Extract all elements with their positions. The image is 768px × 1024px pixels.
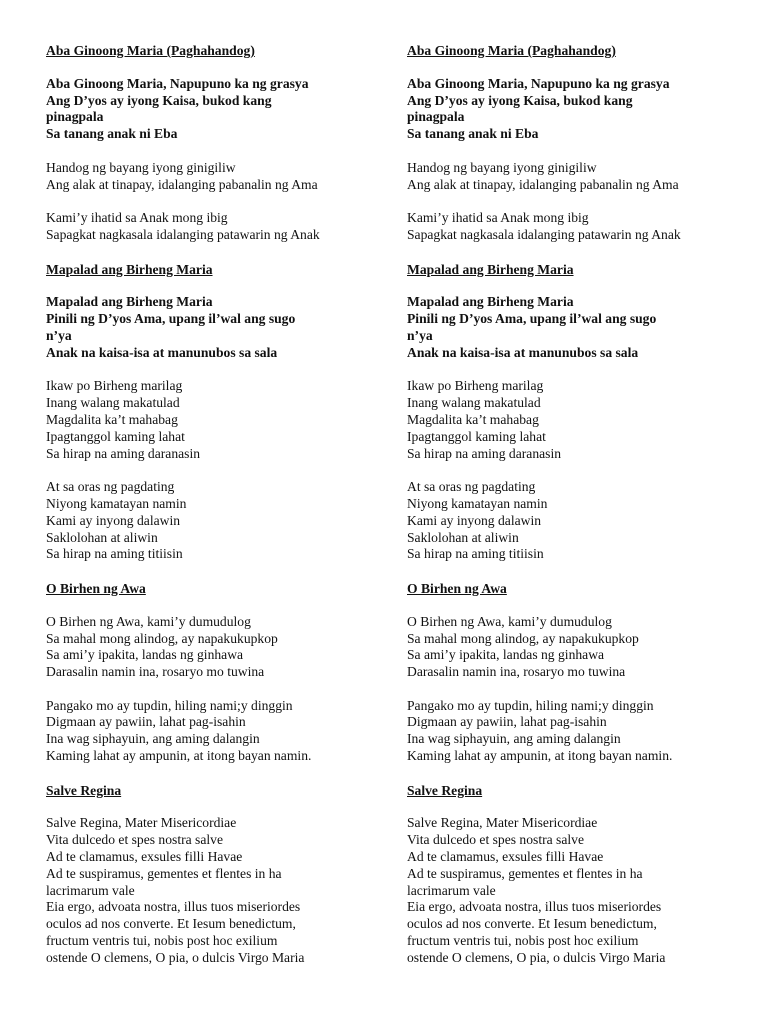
verse-line: Magdalita ka’t mahabag	[46, 411, 178, 427]
section-gap	[407, 563, 737, 580]
verse-line: Digmaan ay pawiin, lahat pag-isahin	[407, 714, 607, 730]
verse-line: Handog ng bayang iyong ginigiliw	[46, 159, 236, 175]
verse-line: Ad te clamamus, exsules filli Havae	[46, 849, 243, 865]
verse-line: Vita dulcedo et spes nostra salve	[46, 832, 223, 848]
verse-line: Ad te suspiramus, gementes et flentes in ha	[46, 865, 282, 881]
verse-line: Ipagtanggol kaming lahat	[46, 428, 185, 444]
verse-line: O Birhen ng Awa, kami’y dumudulog	[407, 613, 612, 629]
section-salve-regina	[46, 782, 376, 967]
verse-line: Darasalin namin ina, rosaryo mo tuwina	[407, 664, 626, 680]
stanza-gap	[407, 681, 737, 698]
verse-line: n’ya	[407, 327, 433, 343]
verse-line: lacrimarum vale	[407, 882, 496, 898]
verse-line: Inang walang makatulad	[407, 395, 541, 411]
left-column	[46, 42, 376, 967]
verse-line: Ina wag siphayuin, ang aming dalangin	[407, 731, 621, 747]
verse-line: Kami ay inyong dalawin	[407, 512, 542, 528]
stanza	[407, 378, 737, 462]
stanza-gap	[46, 462, 376, 479]
verse-line: Pangako mo ay tupdin, hiling nami;y dinggin	[407, 697, 654, 713]
section-gap	[407, 765, 737, 782]
stanza	[407, 294, 737, 361]
right-column	[407, 42, 737, 967]
stanza-gap	[46, 362, 376, 379]
verse-line: Sa hirap na aming titiisin	[46, 546, 183, 562]
verse-line: Ang D’yos ay iyong Kaisa, bukod kang	[46, 92, 272, 108]
stanza-gap	[46, 799, 376, 816]
section-title: Aba Ginoong Maria (Paghahandog)	[407, 43, 616, 58]
stanza	[46, 210, 376, 244]
section-title: Mapalad ang Birheng Maria	[46, 261, 213, 277]
verse-line: Kaming lahat ay ampunin, at itong bayan namin.	[407, 748, 673, 764]
verse-line: Anak na kaisa-isa at manunubos sa sala	[46, 344, 278, 360]
verse-line: Pinili ng D’yos Ama, upang il’wal ang sugo	[46, 311, 296, 327]
stanza	[407, 815, 737, 966]
stanza-gap	[46, 143, 376, 160]
section-gap	[46, 244, 376, 261]
section-gap	[407, 244, 737, 261]
verse-line: Saklolohan at aliwin	[46, 529, 158, 545]
verse-line: ostende O clemens, O pia, o dulcis Virgo Maria	[46, 949, 305, 965]
section-title: O Birhen ng Awa	[46, 580, 146, 596]
verse-line: Kami ay inyong dalawin	[46, 512, 181, 528]
stanza-gap	[46, 193, 376, 210]
verse-line: Pinili ng D’yos Ama, upang il’wal ang sugo	[407, 311, 657, 327]
verse-line: Pangako mo ay tupdin, hiling nami;y dinggin	[46, 697, 293, 713]
verse-line: Ikaw po Birheng marilag	[407, 378, 544, 394]
section-gap	[46, 563, 376, 580]
stanza	[407, 479, 737, 563]
section-title: O Birhen ng Awa	[407, 580, 507, 596]
verse-line: Ipagtanggol kaming lahat	[407, 428, 546, 444]
verse-line: oculos ad nos converte. Et Iesum benedictum,	[407, 916, 657, 932]
verse-line: Ina wag siphayuin, ang aming dalangin	[46, 731, 260, 747]
stanza	[407, 614, 737, 681]
section-salve-regina	[407, 782, 737, 967]
verse-line: Saklolohan at aliwin	[407, 529, 519, 545]
stanza	[46, 479, 376, 563]
section-aba-ginoong-maria-paghahandog	[407, 42, 737, 261]
verse-line: Sa ami’y ipakita, landas ng ginhawa	[46, 647, 244, 663]
verse-line: oculos ad nos converte. Et Iesum benedictum,	[46, 916, 296, 932]
verse-line: Ikaw po Birheng marilag	[46, 378, 183, 394]
stanza-gap	[407, 143, 737, 160]
stanza-gap	[407, 597, 737, 614]
section-title: Salve Regina	[46, 782, 122, 798]
verse-line: Salve Regina, Mater Misericordiae	[407, 815, 598, 831]
verse-line: Aba Ginoong Maria, Napupuno ka ng grasya	[407, 75, 670, 91]
stanza-gap	[407, 462, 737, 479]
section-o-birhen-ng-awa	[407, 580, 737, 782]
verse-line: Magdalita ka’t mahabag	[407, 411, 539, 427]
stanza	[46, 160, 376, 194]
verse-line: n’ya	[46, 327, 72, 343]
verse-line: Sapagkat nagkasala idalanging patawarin ng Anak	[46, 226, 320, 242]
verse-line: Ad te suspiramus, gementes et flentes in ha	[407, 865, 643, 881]
verse-line: Sa tanang anak ni Eba	[407, 126, 539, 142]
verse-line: lacrimarum vale	[46, 882, 135, 898]
stanza	[407, 160, 737, 194]
verse-line: Digmaan ay pawiin, lahat pag-isahin	[46, 714, 246, 730]
verse-line: Sa tanang anak ni Eba	[46, 126, 178, 142]
verse-line: Eia ergo, advoata nostra, illus tuos miseriordes	[46, 899, 301, 915]
stanza	[407, 76, 737, 143]
stanza	[46, 815, 376, 966]
verse-line: Aba Ginoong Maria, Napupuno ka ng grasya	[46, 75, 309, 91]
verse-line: Sa ami’y ipakita, landas ng ginhawa	[407, 647, 605, 663]
verse-line: Sapagkat nagkasala idalanging patawarin ng Anak	[407, 226, 681, 242]
verse-line: Sa hirap na aming daranasin	[407, 445, 562, 461]
section-title: Salve Regina	[407, 782, 483, 798]
stanza-gap	[46, 59, 376, 76]
verse-line: Kaming lahat ay ampunin, at itong bayan namin.	[46, 748, 312, 764]
verse-line: Sa mahal mong alindog, ay napakukupkop	[407, 630, 639, 646]
section-o-birhen-ng-awa	[46, 580, 376, 782]
verse-line: Niyong kamatayan namin	[407, 495, 548, 511]
verse-line: Kami’y ihatid sa Anak mong ibig	[407, 210, 589, 226]
verse-line: fructum ventris tui, nobis post hoc exilium	[407, 933, 639, 949]
stanza	[46, 614, 376, 681]
verse-line: pinagpala	[46, 109, 104, 125]
stanza-gap	[407, 799, 737, 816]
stanza	[46, 76, 376, 143]
stanza-gap	[407, 193, 737, 210]
verse-line: Inang walang makatulad	[46, 395, 180, 411]
verse-line: Ang alak at tinapay, idalanging pabanalin ng Ama	[407, 176, 679, 192]
stanza	[407, 210, 737, 244]
verse-line: fructum ventris tui, nobis post hoc exilium	[46, 933, 278, 949]
verse-line: Ang alak at tinapay, idalanging pabanalin ng Ama	[46, 176, 318, 192]
verse-line: Handog ng bayang iyong ginigiliw	[407, 159, 597, 175]
verse-line: Sa hirap na aming daranasin	[46, 445, 201, 461]
stanza-gap	[407, 362, 737, 379]
stanza-gap	[46, 278, 376, 295]
stanza-gap	[407, 278, 737, 295]
verse-line: pinagpala	[407, 109, 465, 125]
section-title: Mapalad ang Birheng Maria	[407, 261, 574, 277]
verse-line: Ang D’yos ay iyong Kaisa, bukod kang	[407, 92, 633, 108]
verse-line: Darasalin namin ina, rosaryo mo tuwina	[46, 664, 265, 680]
verse-line: ostende O clemens, O pia, o dulcis Virgo Maria	[407, 949, 666, 965]
verse-line: Ad te clamamus, exsules filli Havae	[407, 849, 604, 865]
verse-line: Eia ergo, advoata nostra, illus tuos miseriordes	[407, 899, 662, 915]
stanza-gap	[407, 59, 737, 76]
verse-line: Vita dulcedo et spes nostra salve	[407, 832, 584, 848]
stanza-gap	[46, 597, 376, 614]
stanza	[46, 294, 376, 361]
section-mapalad-ang-birheng-maria	[46, 261, 376, 580]
stanza	[407, 698, 737, 765]
stanza-gap	[46, 681, 376, 698]
section-mapalad-ang-birheng-maria	[407, 261, 737, 580]
verse-line: At sa oras ng pagdating	[46, 479, 175, 495]
verse-line: Mapalad ang Birheng Maria	[407, 294, 574, 310]
verse-line: Salve Regina, Mater Misericordiae	[46, 815, 237, 831]
stanza	[46, 378, 376, 462]
verse-line: Mapalad ang Birheng Maria	[46, 294, 213, 310]
verse-line: Sa mahal mong alindog, ay napakukupkop	[46, 630, 278, 646]
verse-line: Niyong kamatayan namin	[46, 495, 187, 511]
verse-line: Kami’y ihatid sa Anak mong ibig	[46, 210, 228, 226]
stanza	[46, 698, 376, 765]
verse-line: Sa hirap na aming titiisin	[407, 546, 544, 562]
section-gap	[46, 765, 376, 782]
section-title: Aba Ginoong Maria (Paghahandog)	[46, 43, 255, 58]
verse-line: At sa oras ng pagdating	[407, 479, 536, 495]
verse-line: O Birhen ng Awa, kami’y dumudulog	[46, 613, 251, 629]
section-aba-ginoong-maria-paghahandog	[46, 42, 376, 261]
verse-line: Anak na kaisa-isa at manunubos sa sala	[407, 344, 639, 360]
